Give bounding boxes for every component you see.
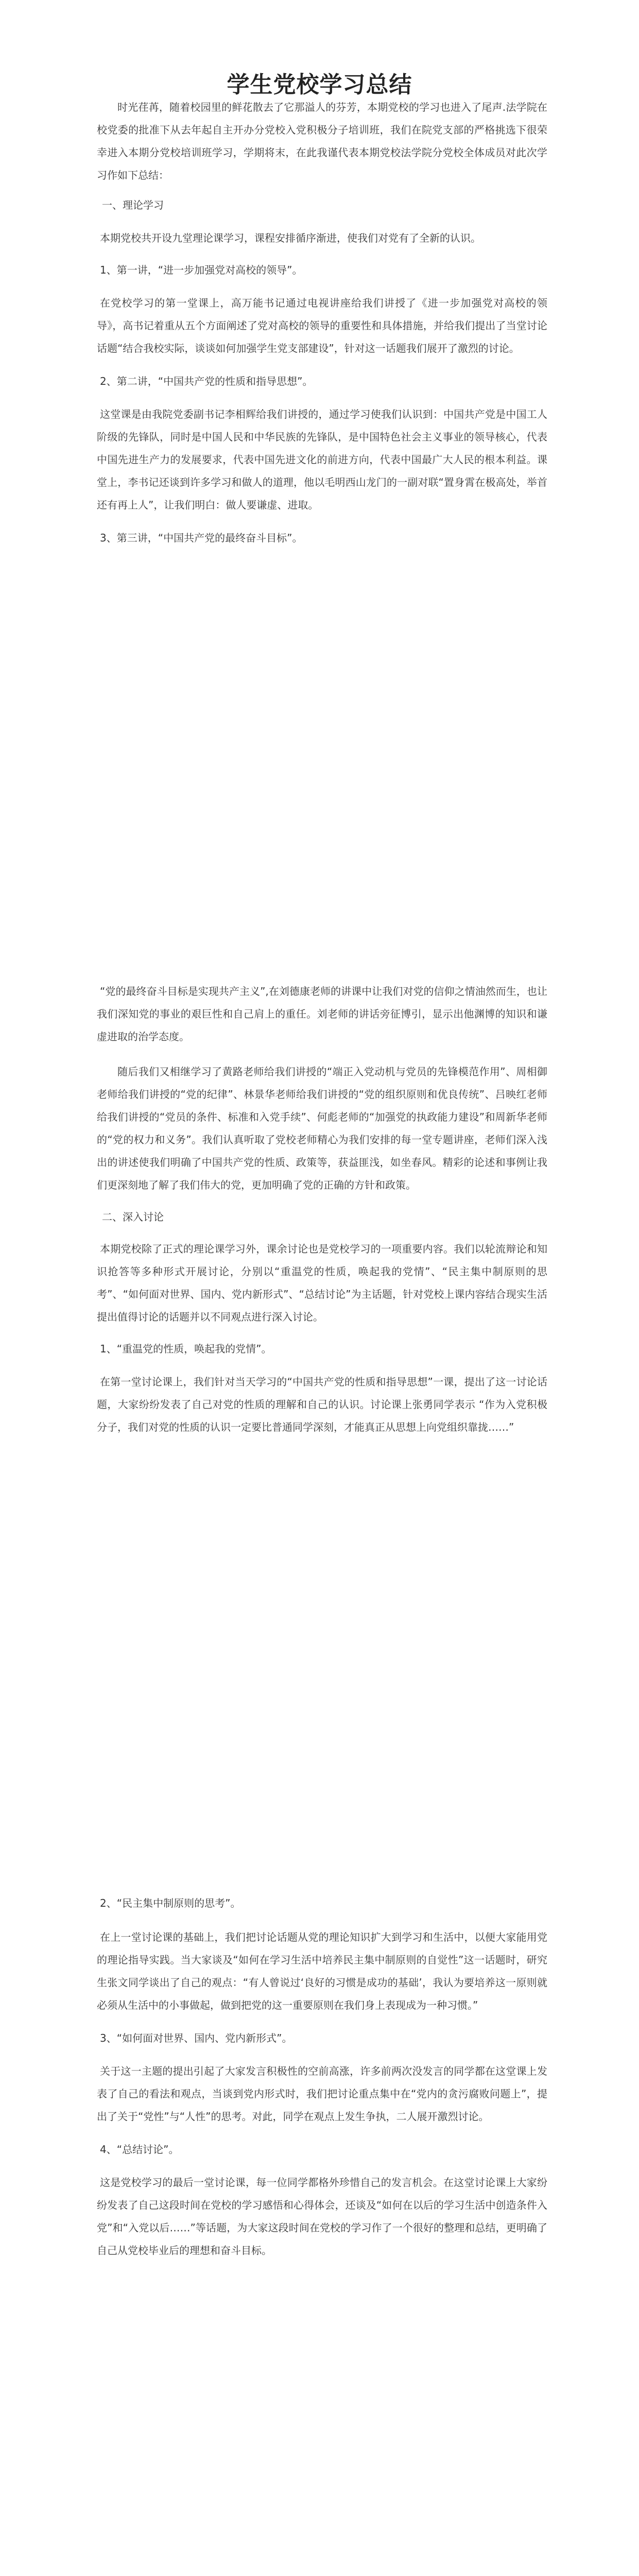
- section-heading-theory: 一、理论学习: [102, 199, 164, 211]
- document-title: 学生党校学习总结: [227, 72, 412, 98]
- later-lectures-paragraph: 随后我们又相继学习了黄路老师给我们讲授的“端正入党动机与党员的先锋模范作用”、周相御老师给我们讲授的“党的纪律”、林景华老师给我们讲授的“党的组织原则和优良传统”、吕映红老师给我们讲授的“党员的条件、标准和入党手续”、何彪老师的“加强党的执政能力建设”和周新华老师的“党的权力和义务”。我们认真听取了党校老师精心为我们安排的每一堂专题讲座，老师们深入浅出的讲述使我们明确了中国共产党的性质、政策等，获益匪浅，如坐春风。精彩的论述和事例让我们更深刻地了解了我们伟大的党，更加明确了党的正确的方针和政策。: [97, 1065, 547, 1191]
- theory-intro-paragraph: 本期党校共开设九堂理论课学习，课程安排循序渐进，使我们对党有了全新的认识。: [100, 232, 481, 244]
- lecture-2-heading: 2、第二讲，“中国共产党的性质和指导思想”。: [100, 375, 313, 387]
- discussion-4-paragraph: 这是党校学习的最后一堂讨论课，每一位同学都格外珍惜自己的发言机会。在这堂讨论课上大家纷纷发表了自己这段时间在党校的学习感悟和心得体会，还谈及“如何在以后的学习生活中创造条件入党”和“入党以后……”等话题，为大家这段时间在党校的学习作了一个很好的整理和总结，更明确了自己从党校毕业后的理想和奋斗目标。: [97, 2176, 547, 2257]
- discussion-1-paragraph: 在第一堂讨论课上，我们针对当天学习的“中国共产党的性质和指导思想”一课，提出了这一讨论话题，大家纷纷发表了自己对党的性质的理解和自己的认识。讨论课上张勇同学表示 “作为入党积极分子，我们对党的性质的认识一定要比普通同学深刻，才能真正从思想上向党组织靠拢……”: [97, 1376, 547, 1433]
- section-heading-discussion: 二、深入讨论: [102, 1211, 164, 1223]
- text-block-part-2: [97, 980, 547, 1438]
- text-block-part-3: [97, 1892, 547, 2262]
- lecture-1-heading: 1、第一讲，“进一步加强党对高校的领导”。: [100, 264, 303, 276]
- lecture-3-paragraph: “党的最终奋斗目标是实现共产主义”,在刘德康老师的讲课中让我们对党的信仰之情油然而生，也让我们深知党的事业的艰巨性和自己肩上的重任。刘老师的讲话旁征博引，显示出他渊博的知识和谦虚进取的治学态度。: [97, 985, 547, 1043]
- discussion-1-heading: 1、“重温党的性质，唤起我的党情”。: [100, 1343, 272, 1355]
- discussion-intro-paragraph: 本期党校除了正式的理论课学习外，课余讨论也是党校学习的一项重要内容。我们以轮流辩论和知识抢答等多种形式开展讨论，分别以“重温党的性质，唤起我的党情”、“民主集中制原则的思考”、“如何面对世界、国内、党内新形式”、“总结讨论”为主话题，针对党校上课内容结合现实生活提出值得讨论的话题并以不同观点进行深入讨论。: [97, 1243, 547, 1323]
- discussion-4-heading: 4、“总结讨论”。: [100, 2143, 179, 2156]
- lecture-1-paragraph: 在党校学习的第一堂课上，高万能书记通过电视讲座给我们讲授了《进一步加强党对高校的领导》，高书记着重从五个方面阐述了党对高校的领导的重要性和具体措施，并给我们提出了当堂讨论话题“结合我校实际，谈谈如何加强学生党支部建设”，针对这一话题我们展开了激烈的讨论。: [97, 297, 547, 354]
- discussion-3-heading: 3、“如何面对世界、国内、党内新形式”。: [100, 2032, 292, 2044]
- lecture-3-heading: 3、第三讲，“中国共产党的最终奋斗目标”。: [100, 532, 303, 544]
- intro-paragraph: 时光荏苒，随着校园里的鲜花散去了它那溢人的芬芳，本期党校的学习也进入了尾声.法学院在校党委的批准下从去年起自主开办分党校入党积极分子培训班，我们在院党支部的严格挑选下很荣幸进入本期分党校培训班学习，学期将末，在此我谨代表本期党校法学院分党校全体成员对此次学习作如下总结：: [97, 101, 547, 181]
- text-block-part-1: [97, 96, 547, 549]
- discussion-2-heading: 2、“民主集中制原则的思考”。: [100, 1897, 241, 1909]
- lecture-2-paragraph: 这堂课是由我院党委副书记李相辉给我们讲授的，通过学习使我们认识到：中国共产党是中国工人阶级的先锋队，同时是中国人民和中华民族的先锋队，是中国特色社会主义事业的领导核心，代表中国先进生产力的发展要求，代表中国先进文化的前进方向，代表中国最广大人民的根本利益。课堂上，李书记还谈到许多学习和做人的道理，他以毛明西山龙门的一副对联“置身霄在极高处，举首还有再上人”，让我们明白：做人要谦虚、进取。: [97, 408, 547, 511]
- discussion-3-paragraph: 关于这一主题的提出引起了大家发言积极性的空前高涨，许多前两次没发言的同学都在这堂课上发表了自己的看法和观点，当谈到党内形式时，我们把讨论重点集中在“党内的贪污腐败问题上”，提出了关于“党性”与“人性”的思考。对此，同学在观点上发生争执，二人展开激烈讨论。: [97, 2065, 547, 2123]
- discussion-2-paragraph: 在上一堂讨论课的基础上，我们把讨论话题从党的理论知识扩大到学习和生活中，以便大家能用党的理论指导实践。当大家谈及“如何在学习生活中培养民主集中制原则的自觉性”这一话题时，研究生张文同学谈出了自己的观点：“有人曾说过‘良好的习惯是成功的基础’，我认为要培养这一原则就必须从生活中的小事做起，做到把党的这一重要原则在我们身上表现成为一种习惯。”: [97, 1931, 547, 2011]
